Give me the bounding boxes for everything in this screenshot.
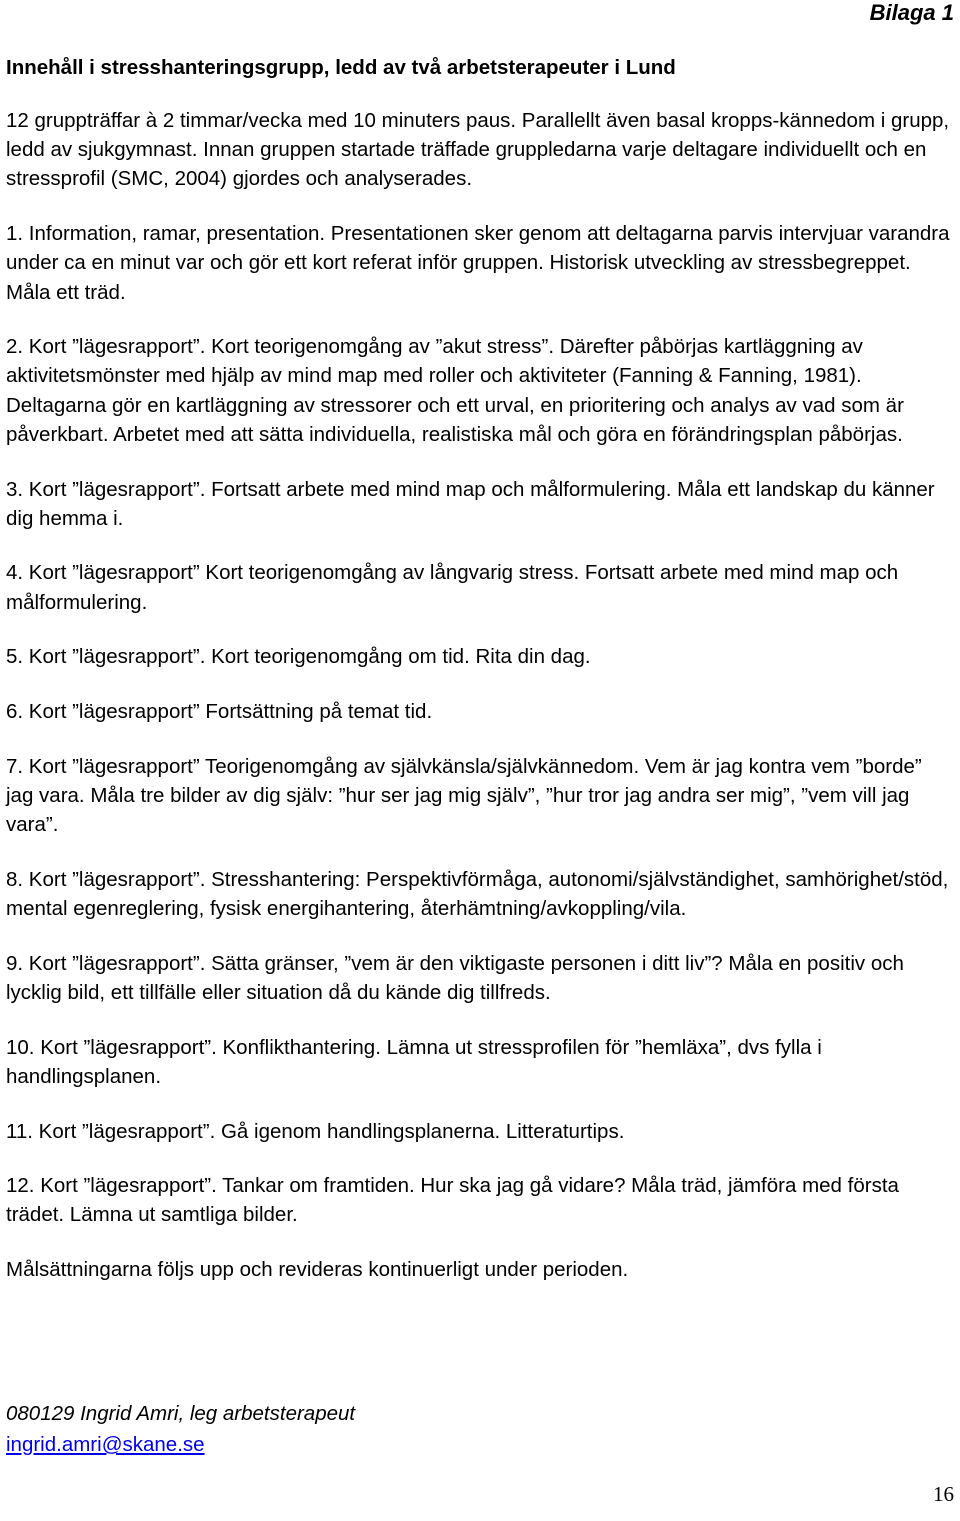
signature-block <box>6 1398 355 1460</box>
session-12-paragraph: 12. Kort ”lägesrapport”. Tankar om framtiden. Hur ska jag gå vidare? Måla träd, jämföra med första trädet. Lämna ut samtliga bilder. <box>6 1174 899 1227</box>
intro-paragraph: 12 gruppträffar à 2 timmar/vecka med 10 minuters paus. Parallellt även basal kropps-kännedom i grupp, ledd av sjukgymnast. Innan gruppen startade träffade gruppledarna varje deltagare individuellt och en stressprofil (SMC, 2004) gjordes och analyserades. <box>6 109 950 191</box>
session-2-paragraph: 2. Kort ”lägesrapport”. Kort teorigenomgång av ”akut stress”. Därefter påbörjas kartläggning av aktivitetsmönster med hjälp av mind map med roller och aktiviteter (Fanning & Fanning, 1981). Deltagarna gör en kartläggning av stressorer och ett urval, en prioritering och analys av vad som är påverkbart. Arbetet med att sätta individuella, realistiska mål och göra en förändringsplan påbörjas. <box>6 335 904 446</box>
session-3-paragraph: 3. Kort ”lägesrapport”. Fortsatt arbete med mind map och målformulering. Måla ett landskap du känner dig hemma i. <box>6 477 935 530</box>
session-7-paragraph: 7. Kort ”lägesrapport” Teorigenomgång av självkänsla/självkännedom. Vem är jag kontra vem ”borde” jag vara. Måla tre bilder av dig själv: ”hur ser jag mig själv”, ”hur tror jag andra ser mig”, ”vem vill jag vara”. <box>6 754 922 837</box>
session-8-paragraph: 8. Kort ”lägesrapport”. Stresshantering: Perspektivförmåga, autonomi/självständighet, samhörighet/stöd, mental egenreglering, fysisk energihantering, återhämtning/avkoppling/vila. <box>6 867 949 921</box>
email-link[interactable]: ingrid.amri@skane.se <box>6 1433 205 1456</box>
session-6-paragraph: 6. Kort ”lägesrapport” Fortsättning på temat tid. <box>6 700 433 724</box>
session-1-paragraph: 1. Information, ramar, presentation. Presentationen sker genom att deltagarna parvis intervjuar varandra under ca en minut var och gör ett kort referat inför gruppen. Historisk utveckling av stressbegreppet. Måla ett träd. <box>6 222 950 304</box>
document-body <box>6 106 954 1310</box>
session-10-paragraph: 10. Kort ”lägesrapport”. Konflikthantering. Lämna ut stressprofilen för ”hemläxa”, dvs fylla i handlingsplanen. <box>6 1035 822 1088</box>
session-4-paragraph: 4. Kort ”lägesrapport” Kort teorigenomgång av långvarig stress. Fortsatt arbete med mind map och målformulering. <box>6 561 899 614</box>
page-number: 16 <box>933 1482 954 1506</box>
session-11-paragraph: 11. Kort ”lägesrapport”. Gå igenom handlingsplanerna. Litteraturtips. <box>6 1119 625 1143</box>
appendix-label: Bilaga 1 <box>869 0 954 25</box>
signature-line: 080129 Ingrid Amri, leg arbetsterapeut <box>6 1402 356 1425</box>
session-9-paragraph: 9. Kort ”lägesrapport”. Sätta gränser, ”vem är den viktigaste personen i ditt liv”? Måla en positiv och lycklig bild, ett tillfälle eller situation då du kände dig tillfreds. <box>6 951 904 1004</box>
session-5-paragraph: 5. Kort ”lägesrapport”. Kort teorigenomgång om tid. Rita din dag. <box>6 645 591 669</box>
document-title: Innehåll i stresshanteringsgrupp, ledd av två arbetsterapeuter i Lund <box>6 56 676 79</box>
goals-paragraph: Målsättningarna följs upp och revideras kontinuerligt under perioden. <box>6 1258 629 1282</box>
